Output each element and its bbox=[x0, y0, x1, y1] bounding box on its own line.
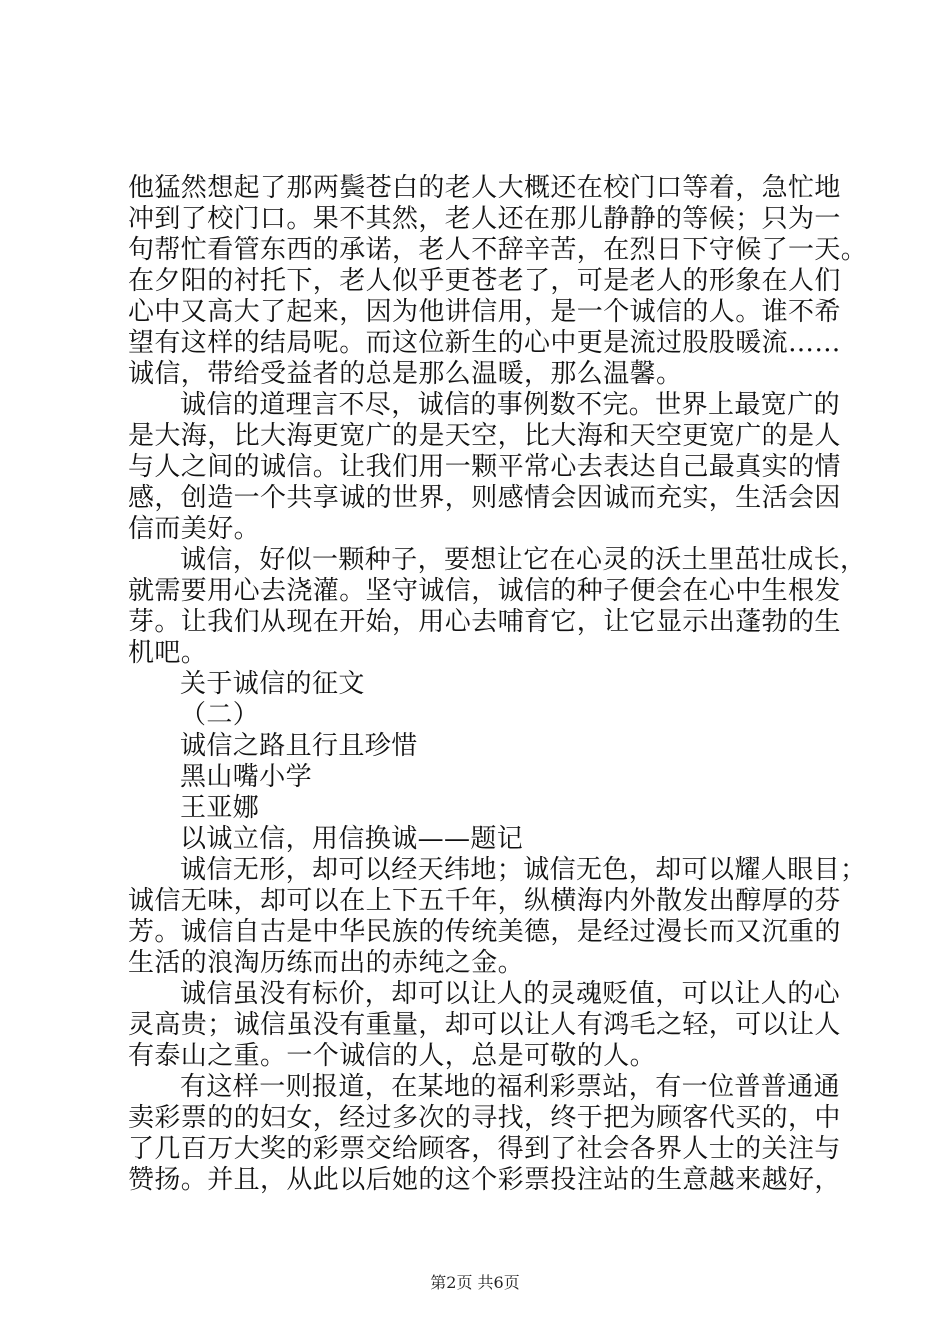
school-name: 黑山嘴小学 bbox=[180, 762, 313, 792]
text-line: 赞扬。并且，从此以后她的这个彩票投注站的生意越来越好， bbox=[128, 1165, 841, 1195]
essay-subtitle: 诚信之路且行且珍惜 bbox=[180, 731, 418, 761]
text-line: 有泰山之重。一个诚信的人，总是可敬的人。 bbox=[128, 1041, 657, 1071]
text-line: 芽。让我们从现在开始，用心去哺育它，让它显示出蓬勃的生 bbox=[128, 607, 841, 637]
text-line: 冲到了校门口。果不其然，老人还在那儿静静的等候；只为一 bbox=[128, 204, 841, 234]
author-name: 王亚娜 bbox=[180, 793, 260, 823]
text-line: 就需要用心去浇灌。坚守诚信，诚信的种子便会在心中生根发 bbox=[128, 576, 841, 606]
text-line: 与人之间的诚信。让我们用一颗平常心去表达自己最真实的情 bbox=[128, 452, 841, 482]
page-footer: 第2页 共6页 bbox=[430, 1273, 520, 1292]
text-line: 句帮忙看管东西的承诺，老人不辞辛苦，在烈日下守候了一天。 bbox=[128, 235, 868, 265]
text-line: 在夕阳的衬托下，老人似乎更苍老了，可是老人的形象在人们 bbox=[128, 266, 841, 296]
text-line: 感，创造一个共享诚的世界，则感情会因诚而充实，生活会因 bbox=[128, 483, 841, 513]
text-line: 望有这样的结局呢。而这位新生的心中更是流过股股暖流…… bbox=[128, 328, 841, 358]
text-line: 他猛然想起了那两鬓苍白的老人大概还在校门口等着，急忙地 bbox=[128, 173, 841, 203]
paragraph-start-line: 诚信的道理言不尽，诚信的事例数不完。世界上最宽广的 bbox=[180, 390, 841, 420]
paragraph-start-line: 有这样一则报道，在某地的福利彩票站，有一位普普通通 bbox=[180, 1072, 841, 1102]
text-line: 心中又高大了起来，因为他讲信用，是一个诚信的人。谁不希 bbox=[128, 297, 841, 327]
essay-title: 关于诚信的征文 bbox=[180, 669, 365, 699]
document-body bbox=[128, 173, 868, 1196]
text-line: 信而美好。 bbox=[128, 514, 261, 544]
text-line: 是大海，比大海更宽广的是天空，比大海和天空更宽广的是人 bbox=[128, 421, 841, 451]
paragraph-start-line: 诚信虽没有标价，却可以让人的灵魂贬值，可以让人的心 bbox=[180, 979, 841, 1009]
paragraph-start-line: 诚信，好似一颗种子，要想让它在心灵的沃土里茁壮成长， bbox=[180, 545, 867, 575]
text-line: 诚信，带给受益者的总是那么温暖，那么温馨。 bbox=[128, 359, 683, 389]
text-line: 卖彩票的的妇女，经过多次的寻找，终于把为顾客代买的，中 bbox=[128, 1103, 841, 1133]
text-line: 诚信无味，却可以在上下五千年，纵横海内外散发出醇厚的芬 bbox=[128, 886, 841, 916]
text-line: 生活的浪淘历练而出的赤纯之金。 bbox=[128, 948, 525, 978]
text-line: 灵高贵；诚信虽没有重量，却可以让人有鸿毛之轻，可以让人 bbox=[128, 1010, 841, 1040]
essay-number: （二） bbox=[180, 700, 260, 730]
paragraph-start-line: 诚信无形，却可以经天纬地；诚信无色，却可以耀人眼目； bbox=[180, 855, 867, 885]
text-line: 芳。诚信自古是中华民族的传统美德，是经过漫长而又沉重的 bbox=[128, 917, 841, 947]
text-line: 了几百万大奖的彩票交给顾客，得到了社会各界人士的关注与 bbox=[128, 1134, 841, 1164]
epigraph: 以诚立信，用信换诚——题记 bbox=[180, 824, 524, 854]
text-line: 机吧。 bbox=[128, 638, 208, 668]
